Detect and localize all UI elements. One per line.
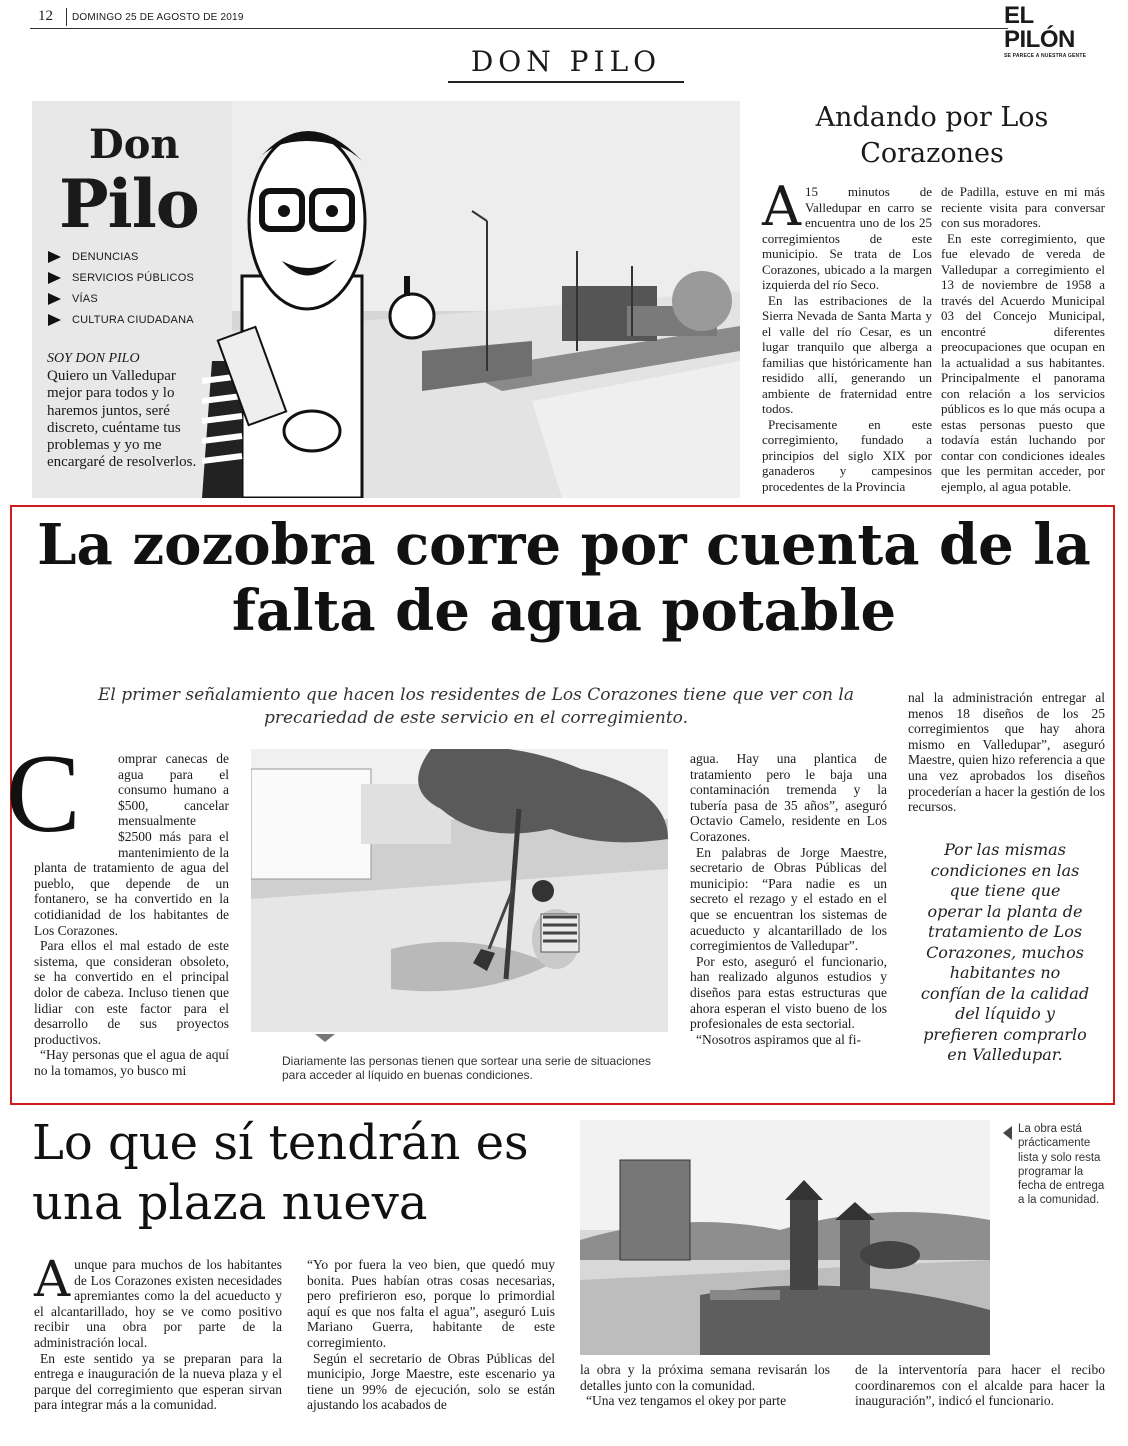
caption-pointer-icon	[1003, 1126, 1012, 1140]
main-column-2	[690, 751, 887, 1047]
main-column-3	[908, 690, 1105, 815]
pull-quote: Por las mismas condiciones en las que tiene que operar la planta de tratamiento de Los Corazones, muchos habitantes no confían de la calidad del líquido y prefieren comprarlo en Valledupar.	[920, 840, 1090, 1064]
brand-don: Don	[89, 121, 180, 168]
bottom-column-1	[34, 1250, 282, 1413]
main-paragraph: Por esto, aseguró el funcionario, han realizado algunos estudios y diseños para estas estructuras que ahora esperan el visto bueno de los profesionales de esta sectorial.	[690, 953, 887, 1032]
main-paragraph: Para ellos el mal estado de este sistema, que consideran obsoleto, se ha convertido en el principal dolor de cabeza. Incluso tienen que lidiar con este factor para el desarrollo de sus proyectos productivos.	[34, 938, 229, 1047]
newspaper-logo	[1004, 4, 1108, 59]
bottom-paragraph: la obra y la próxima semana revisarán los detalles junto con la comunidad.	[580, 1362, 830, 1393]
don-pilo-panel	[32, 101, 740, 498]
plaza-caption: La obra está prácticamente lista y solo resta programar la fecha de entrega a la comunidad.	[1018, 1123, 1105, 1207]
andando-paragraph: En este corregimiento, que fue elevado de vereda de Valledupar a corregimiento el 13 de noviembre de 1958 a través del Acuerdo Municipal 03 del Concejo Municipal, encontré diferentes preocupaciones que ocupan en la actualidad a sus habitantes. Principalmente el panorama con relación a los servicios públicos es lo que más ocupa a estas personas puesto que todavía están luchando por contar con condiciones ideales que les permitan acceder, por ejemplo, al agua potable.	[941, 230, 1105, 494]
bottom-paragraph: Según el secretario de Obras Públicas del municipio, Jorge Maestre, este escenario ya tiene un 99% de ejecución, solo se están ajustando los acabados de	[307, 1350, 555, 1413]
bottom-column-3	[580, 1362, 830, 1409]
andando-column-1	[762, 175, 932, 494]
category-cultura: CULTURA CIUDADANA	[48, 314, 194, 326]
bottom-column-4	[855, 1362, 1105, 1409]
andando-paragraph: En las estribaciones de la Sierra Nevada de Santa Marta y el valle del río Cesar, es un lugar tranquilo que alberga a familias que históricamente han residido allí, generando un ambiente de fraternidad entre todos.	[762, 292, 932, 416]
photo-caption: Diariamente las personas tienen que sortear una serie de situaciones para acceder al líquido en buenas condiciones.	[282, 1054, 651, 1082]
bottom-headline: Lo que sí tendrán es una plaza nueva	[32, 1115, 529, 1231]
bottom-column-2	[307, 1257, 555, 1413]
plaza-photo	[580, 1120, 990, 1355]
main-headline: La zozobra corre por cuenta de la falta de agua potable	[37, 512, 1091, 644]
arrow-icon	[48, 251, 61, 263]
page-number: 12	[38, 8, 53, 24]
bottom-paragraph: Aunque para muchos de los habitantes de Los Corazones existen necesidades apremiantes como la del acueducto y el alcantarillado, hoy se ve como positivo recibir una obra por parte de la administración local.	[34, 1250, 282, 1350]
andando-paragraph: de Padilla, estuve en mi más reciente visita para conversar con sus moradores.	[941, 184, 1105, 230]
bottom-paragraph: “Yo por fuera la veo bien, que quedó muy bonita. Pues habían otras cosas necesarias, pero prefirieron eso, porque lo primordial aquí es que nos falta el agua”, aseguró Luis Mariano Guerra, habitante de este corregimiento.	[307, 1257, 555, 1350]
category-vias: VÍAS	[48, 293, 98, 305]
water-photo	[251, 749, 668, 1032]
category-servicios: SERVICIOS PÚBLICOS	[48, 272, 194, 284]
section-title: DON PILO	[448, 45, 684, 83]
drop-cap: C	[6, 732, 81, 856]
arrow-icon	[48, 272, 61, 284]
logo-text: EL PILÓN	[1004, 2, 1075, 53]
soy-text: Quiero un Valledupar mejor para todos y lo haremos juntos, seré discreto, cuéntame tus problemas y yo me encargaré de resolverlos.	[47, 368, 197, 471]
logo-slogan: SE PARECE A NUESTRA GENTE	[1004, 53, 1087, 59]
bottom-paragraph: de la interventoría para hacer el recibo coordinaremos con el alcalde para hacer la inauguración”, indicó el funcionario.	[855, 1362, 1105, 1409]
bottom-paragraph: En este sentido ya se preparan para la entrega e inauguración de la nueva plaza y el parque del corregimiento que esperan sirvan para integrar más a la comunidad.	[34, 1350, 282, 1413]
header-separator	[66, 8, 67, 26]
main-paragraph: En palabras de Jorge Maestre, secretario de Obras Públicas del municipio: “Para nadie es un secreto el rezago y el estado en el que se encuentran los sistemas de acueducto y alcantarillado de los corregimientos de Valledupar”.	[690, 844, 887, 954]
brand-pilo: Pilo	[59, 165, 199, 243]
arrow-icon	[48, 293, 61, 305]
andando-paragraph: Precisamente en este corregimiento, fundado a principios del siglo XIX por ganaderos y campesinos procedentes de la Provincia	[762, 416, 932, 494]
category-denuncias: DENUNCIAS	[48, 251, 139, 263]
drop-cap: A	[762, 175, 801, 238]
drop-cap-space	[34, 751, 118, 845]
main-paragraph: agua. Hay una plantica de tratamiento pero le baja una contaminación tremenda y la tubería pasa de 35 años”, aseguró Octavio Camelo, residente en Los Corazones.	[690, 751, 887, 844]
soy-label: SOY DON PILO	[47, 351, 140, 366]
andando-title: Andando por Los Corazones	[815, 102, 1049, 169]
water-photo-image	[251, 749, 668, 1032]
header-date: DOMINGO 25 DE AGOSTO DE 2019	[72, 12, 244, 23]
main-column-1	[34, 751, 229, 1078]
main-paragraph: nal la administración entregar al menos 18 diseños de los 25 corregimientos que hay ahora mismo en Valledupar”, aseguró Maestre, quien hizo referencia a que una vez aprobados los diseños procederían a hacer la gestión de los recursos.	[908, 690, 1105, 815]
main-paragraph: “Nosotros aspiramos que al fi-	[696, 1031, 861, 1047]
drop-cap: A	[34, 1250, 71, 1308]
bottom-paragraph: “Una vez tengamos el okey por parte	[586, 1393, 787, 1409]
header-rule	[30, 28, 1008, 29]
don-pilo-cartoon	[202, 101, 492, 498]
main-lead: El primer señalamiento que hacen los residentes de Los Corazones tiene que ver con la precariedad de este servicio en el corregimiento.	[97, 685, 854, 728]
andando-column-2	[941, 184, 1105, 494]
main-paragraph: “Hay personas que el agua de aquí no la tomamos, yo busco mi	[34, 1047, 229, 1078]
andando-paragraph: A 15 minutos de Valledupar en carro se encuentra uno de los 25 corregimientos de este municipio. Se trata de Los Corazones, ubicado a la margen izquierda del río Seco.	[762, 175, 932, 292]
caption-pointer-icon	[315, 1034, 335, 1042]
main-paragraph: omprar canecas de agua para el consumo humano a $500, cancelar mensualmente $2500 más para el mantenimiento de la planta de tratamiento de agua del pueblo, que depende de un fontanero, se ha convertido en la cotidianidad de los habitantes de Los Corazones.	[34, 751, 229, 938]
plaza-photo-image	[580, 1120, 990, 1355]
arrow-icon	[48, 314, 61, 326]
